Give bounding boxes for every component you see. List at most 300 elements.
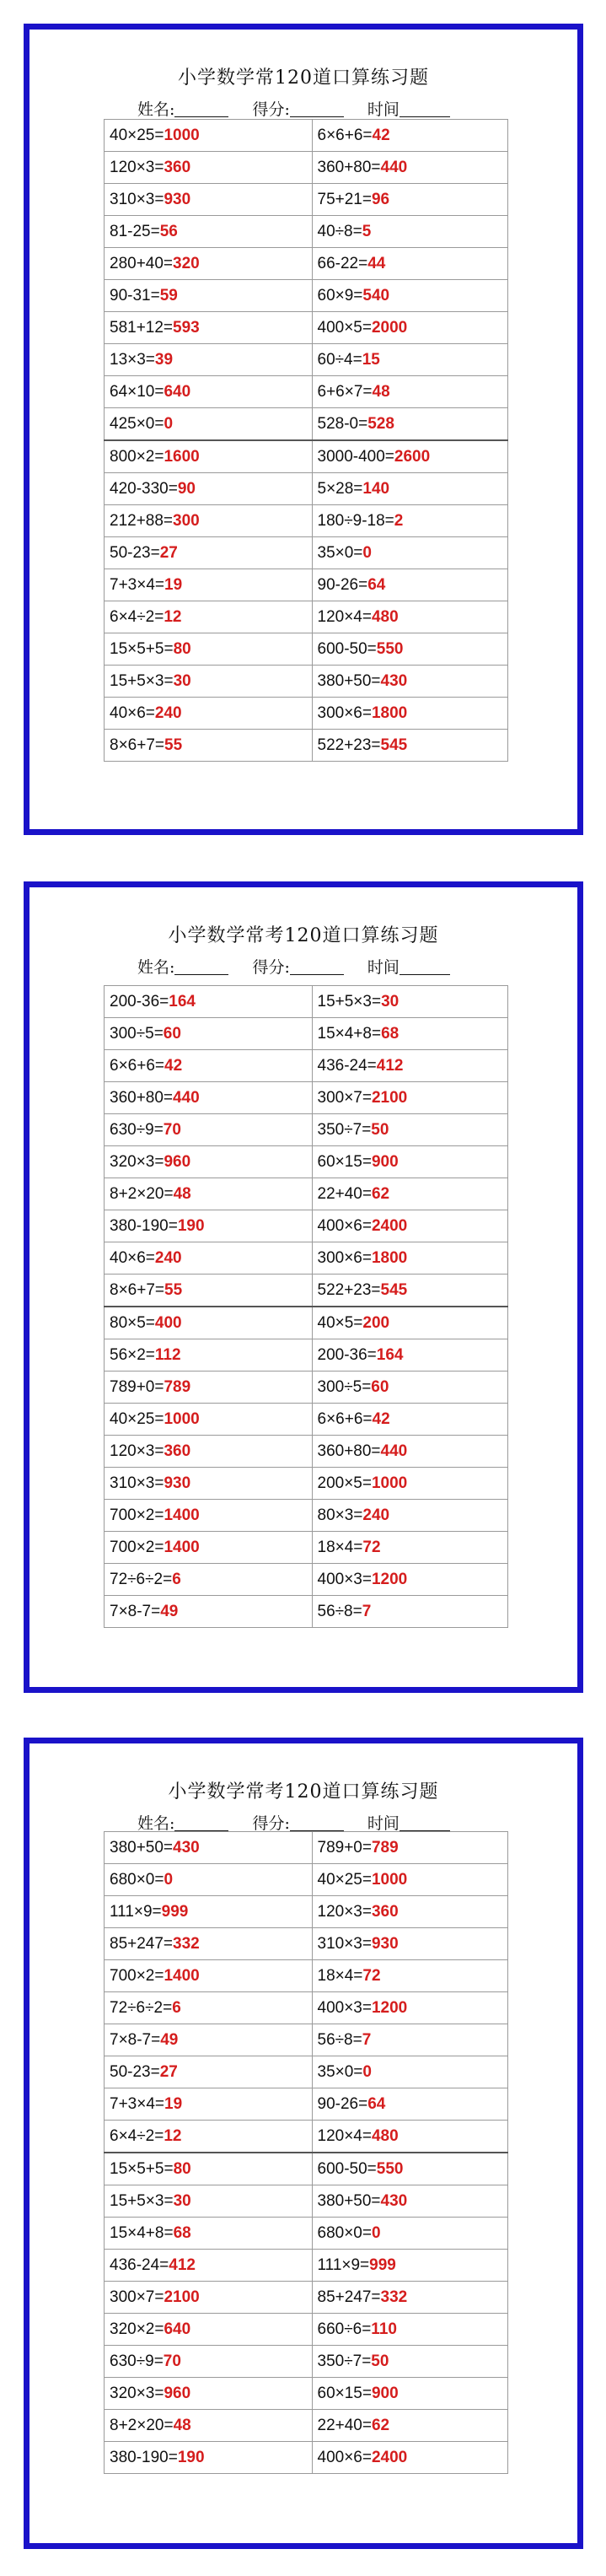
problem-answer: 240 <box>154 703 182 722</box>
problem-cell <box>105 1146 313 1178</box>
problem-cell <box>312 1018 508 1050</box>
problem-answer: 62 <box>371 1184 390 1203</box>
problem-answer: 300 <box>173 511 200 530</box>
problem-answer: 430 <box>173 1838 200 1857</box>
problem-row <box>105 2314 508 2346</box>
problem-cell <box>312 2314 508 2346</box>
problem-cell <box>105 1532 313 1564</box>
problem-answer: 49 <box>160 2030 179 2049</box>
problem-cell <box>105 408 313 441</box>
problem-cell <box>105 280 313 312</box>
problem-cell <box>105 601 313 633</box>
problem-cell <box>312 2378 508 2410</box>
problem-cell <box>105 1018 313 1050</box>
problem-row <box>105 2218 508 2250</box>
problem-answer: 200 <box>362 1313 390 1332</box>
problem-cell <box>105 120 313 152</box>
problem-cell <box>312 1372 508 1404</box>
problem-answer: 80 <box>173 2159 191 2178</box>
problem-answer: 90 <box>177 479 196 498</box>
problem-cell <box>312 312 508 344</box>
problem-row <box>105 1596 508 1628</box>
problem-row <box>105 1114 508 1146</box>
problem-cell <box>105 1960 313 1992</box>
problem-question: 630÷9= <box>110 1120 164 1139</box>
problem-cell <box>312 1960 508 1992</box>
problem-cell <box>312 216 508 248</box>
worksheet-3 <box>24 1738 583 2549</box>
problem-cell <box>105 698 313 730</box>
problem-cell <box>312 1864 508 1896</box>
time-label: 时间 <box>367 1814 400 1833</box>
problem-cell <box>312 537 508 569</box>
problem-row <box>105 1050 508 1082</box>
problem-question: 22+40= <box>317 1184 372 1203</box>
problem-question: 320×2= <box>110 2320 164 2338</box>
time-blank[interactable] <box>400 1815 450 1831</box>
problem-cell <box>312 1242 508 1275</box>
problem-answer: 19 <box>164 575 183 594</box>
problem-cell <box>105 248 313 280</box>
problem-cell <box>105 1242 313 1275</box>
score-label: 得分: <box>252 100 290 119</box>
problem-cell <box>312 344 508 376</box>
problem-cell <box>312 1832 508 1864</box>
problem-answer: 15 <box>362 350 380 369</box>
problem-answer: 930 <box>164 190 191 208</box>
problem-answer: 2600 <box>394 447 431 466</box>
problem-answer: 56 <box>159 222 178 240</box>
problem-answer: 64 <box>367 2094 386 2113</box>
problem-answer: 2 <box>394 511 404 530</box>
problem-cell <box>312 2346 508 2378</box>
problem-answer: 48 <box>173 2416 191 2434</box>
problem-question: 400×5= <box>317 318 372 337</box>
problem-row <box>105 473 508 505</box>
problem-row <box>105 1928 508 1960</box>
problem-cell <box>312 2218 508 2250</box>
time-blank[interactable] <box>400 101 450 117</box>
problem-answer: 50 <box>371 1120 389 1139</box>
problem-cell <box>312 1532 508 1564</box>
problem-question: 400×3= <box>317 1998 372 2017</box>
problem-row <box>105 2282 508 2314</box>
problem-answer: 0 <box>371 2223 381 2242</box>
problem-answer: 360 <box>164 158 191 176</box>
problem-cell <box>312 1436 508 1468</box>
problem-question: 80×3= <box>317 1506 363 1524</box>
problem-cell <box>312 248 508 280</box>
problem-answer: 42 <box>372 1409 390 1428</box>
problem-row <box>105 986 508 1018</box>
problem-question: 111×9= <box>110 1902 162 1921</box>
problem-answer: 110 <box>371 2320 397 2338</box>
problem-question: 360+80= <box>317 1442 381 1460</box>
problem-answer: 1200 <box>371 1998 408 2017</box>
problem-question: 56×2= <box>110 1345 155 1364</box>
problem-question: 380-190= <box>110 2448 178 2466</box>
problem-answer: 0 <box>362 543 372 562</box>
problem-cell <box>312 698 508 730</box>
problem-question: 425×0= <box>110 414 164 433</box>
problem-row <box>105 1532 508 1564</box>
problem-question: 18×4= <box>317 1966 363 1985</box>
problem-cell <box>105 2250 313 2282</box>
problem-cell <box>105 2121 313 2153</box>
problem-cell <box>105 152 313 184</box>
problem-cell <box>105 730 313 762</box>
problem-question: 360+80= <box>110 1088 174 1107</box>
problem-question: 13×3= <box>110 350 155 369</box>
problem-cell <box>312 440 508 473</box>
problem-question: 111×9= <box>317 2255 370 2274</box>
problem-cell <box>312 1928 508 1960</box>
problem-cell <box>312 2153 508 2185</box>
problem-row <box>105 1832 508 1864</box>
problem-answer: 430 <box>380 671 408 690</box>
problem-row <box>105 216 508 248</box>
problem-question: 7×8-7= <box>110 2030 161 2049</box>
problem-cell <box>312 1210 508 1242</box>
problem-row <box>105 1242 508 1275</box>
problem-question: 64×10= <box>110 382 164 401</box>
problem-cell <box>105 2088 313 2121</box>
problem-question: 40×25= <box>317 1870 372 1889</box>
problem-question: 8×6+7= <box>110 1280 164 1299</box>
problem-cell <box>105 2378 313 2410</box>
problem-cell <box>312 2121 508 2153</box>
problem-answer: 2400 <box>371 1216 408 1235</box>
problem-grid <box>104 985 508 1628</box>
problem-cell <box>312 1992 508 2024</box>
problem-question: 522+23= <box>317 736 381 754</box>
problem-question: 120×4= <box>317 607 372 626</box>
problem-question: 300×7= <box>317 1088 372 1107</box>
problem-question: 320×3= <box>110 2384 164 2402</box>
problem-cell <box>312 1146 508 1178</box>
problem-row <box>105 120 508 152</box>
problem-cell <box>105 2442 313 2474</box>
problem-question: 300×6= <box>317 703 372 722</box>
problem-question: 8+2×20= <box>110 2416 174 2434</box>
problem-answer: 360 <box>164 1442 191 1460</box>
problem-answer: 7 <box>362 2030 372 2049</box>
problem-question: 660÷6= <box>317 2320 372 2338</box>
problem-answer: 1600 <box>164 447 200 466</box>
problem-question: 7×8-7= <box>110 1602 161 1620</box>
problem-question: 15×4+8= <box>317 1024 382 1043</box>
problem-question: 700×2= <box>110 1506 164 1524</box>
problem-answer: 42 <box>372 126 390 144</box>
problem-row <box>105 1960 508 1992</box>
problem-question: 700×2= <box>110 1538 164 1556</box>
problem-question: 7+3×4= <box>110 2094 164 2113</box>
problem-answer: 540 <box>362 286 390 304</box>
problem-question: 300÷5= <box>110 1024 164 1043</box>
problem-cell <box>105 1596 313 1628</box>
student-info-line <box>137 97 450 120</box>
problem-question: 200-36= <box>317 1345 377 1364</box>
problem-question: 3000-400= <box>317 447 394 466</box>
problem-answer: 27 <box>159 543 178 562</box>
problem-answer: 789 <box>371 1838 399 1857</box>
problem-answer: 55 <box>164 736 183 754</box>
problem-answer: 440 <box>173 1088 200 1107</box>
problem-answer: 360 <box>371 1902 399 1921</box>
problem-cell <box>312 2250 508 2282</box>
problem-cell <box>105 505 313 537</box>
problem-question: 6×6+6= <box>317 1409 373 1428</box>
problem-cell <box>312 666 508 698</box>
problem-question: 6×6+6= <box>317 126 373 144</box>
score-blank[interactable] <box>290 101 344 117</box>
problem-row <box>105 1210 508 1242</box>
problem-question: 120×3= <box>110 158 164 176</box>
problem-answer: 1800 <box>371 703 408 722</box>
problem-answer: 930 <box>371 1934 399 1953</box>
problem-row <box>105 1275 508 1307</box>
problem-cell <box>105 440 313 473</box>
problem-answer: 900 <box>371 1152 399 1171</box>
problem-question: 380-190= <box>110 1216 178 1235</box>
problem-answer: 60 <box>371 1377 389 1396</box>
problem-cell <box>312 1050 508 1082</box>
problem-answer: 400 <box>154 1313 182 1332</box>
student-info-line <box>137 1811 450 1834</box>
problem-question: 400×6= <box>317 2448 372 2466</box>
problem-answer: 640 <box>164 2320 191 2338</box>
problem-question: 6×6+6= <box>110 1056 164 1075</box>
problem-cell <box>105 1468 313 1500</box>
worksheet-title: 小学数学常考120道口算练习题 <box>168 1781 439 1803</box>
problem-row <box>105 2153 508 2185</box>
problem-cell <box>312 1114 508 1146</box>
problem-question: 420-330= <box>110 479 178 498</box>
problem-answer: 164 <box>169 992 196 1010</box>
problem-question: 15+5×3= <box>317 992 382 1010</box>
problem-answer: 528 <box>367 414 394 433</box>
problem-answer: 440 <box>380 1442 408 1460</box>
problem-row <box>105 2378 508 2410</box>
problem-question: 200×5= <box>317 1474 372 1492</box>
problem-cell <box>312 601 508 633</box>
problem-cell <box>105 2282 313 2314</box>
problem-question: 90-31= <box>110 286 160 304</box>
problem-answer: 1000 <box>164 126 200 144</box>
problem-cell <box>312 2410 508 2442</box>
problem-question: 528-0= <box>317 414 368 433</box>
problem-question: 789+0= <box>317 1838 372 1857</box>
problem-question: 120×3= <box>317 1902 372 1921</box>
problem-question: 350÷7= <box>317 1120 372 1139</box>
problem-cell <box>105 986 313 1018</box>
problem-question: 15+5×3= <box>110 671 174 690</box>
problem-answer: 70 <box>163 1120 181 1139</box>
problem-answer: 789 <box>164 1377 191 1396</box>
score-label: 得分: <box>252 958 290 977</box>
problem-row <box>105 601 508 633</box>
problem-question: 8×6+7= <box>110 736 164 754</box>
problem-row <box>105 2346 508 2378</box>
problem-cell <box>312 1275 508 1307</box>
problem-cell <box>312 986 508 1018</box>
problem-answer: 6 <box>172 1570 181 1588</box>
problem-cell <box>312 1468 508 1500</box>
problem-row <box>105 312 508 344</box>
problem-question: 60×15= <box>317 2384 372 2402</box>
problem-cell <box>105 1082 313 1114</box>
name-blank[interactable] <box>174 1815 228 1831</box>
problem-answer: 68 <box>381 1024 400 1043</box>
problem-cell <box>312 473 508 505</box>
problem-question: 35×0= <box>317 543 363 562</box>
problem-answer: 593 <box>173 318 200 337</box>
problem-question: 35×0= <box>317 2062 363 2081</box>
problem-question: 522+23= <box>317 1280 381 1299</box>
problem-question: 180÷9-18= <box>317 511 394 530</box>
problem-question: 436-24= <box>110 2255 169 2274</box>
problem-cell <box>105 1275 313 1307</box>
problem-question: 40×25= <box>110 126 164 144</box>
problem-question: 7+3×4= <box>110 575 164 594</box>
problem-question: 400×3= <box>317 1570 372 1588</box>
problem-answer: 49 <box>160 1602 179 1620</box>
problem-cell <box>312 408 508 441</box>
problem-answer: 68 <box>173 2223 191 2242</box>
problem-question: 60×15= <box>317 1152 372 1171</box>
problem-question: 800×2= <box>110 447 164 466</box>
problem-row <box>105 1339 508 1372</box>
problem-question: 56÷8= <box>317 1602 362 1620</box>
problem-row <box>105 1864 508 1896</box>
problem-answer: 80 <box>173 639 191 658</box>
problem-cell <box>105 1210 313 1242</box>
problem-question: 60÷4= <box>317 350 362 369</box>
problem-row <box>105 1896 508 1928</box>
problem-answer: 190 <box>177 1216 205 1235</box>
problem-question: 436-24= <box>317 1056 377 1075</box>
problem-cell <box>312 2442 508 2474</box>
problem-answer: 440 <box>380 158 408 176</box>
problem-row <box>105 376 508 408</box>
problem-answer: 42 <box>164 1056 183 1075</box>
problem-row <box>105 1404 508 1436</box>
problem-cell <box>105 216 313 248</box>
name-blank[interactable] <box>174 101 228 117</box>
time-label: 时间 <box>367 100 400 119</box>
problem-question: 280+40= <box>110 254 174 272</box>
problem-answer: 960 <box>164 2384 191 2402</box>
score-blank[interactable] <box>290 959 344 975</box>
score-label: 得分: <box>252 1814 290 1833</box>
problem-row <box>105 1992 508 2024</box>
name-blank[interactable] <box>174 959 228 975</box>
problem-row <box>105 1372 508 1404</box>
problem-question: 300×7= <box>110 2288 164 2306</box>
problem-grid <box>104 119 508 762</box>
problem-answer: 1000 <box>164 1409 200 1428</box>
problem-question: 360+80= <box>317 158 381 176</box>
problem-answer: 999 <box>161 1902 189 1921</box>
problem-question: 380+50= <box>317 2191 381 2210</box>
name-label: 姓名: <box>137 958 175 977</box>
time-blank[interactable] <box>400 959 450 975</box>
problem-answer: 900 <box>371 2384 399 2402</box>
problem-question: 40×6= <box>110 1248 155 1267</box>
problem-cell <box>312 184 508 216</box>
problem-cell <box>105 376 313 408</box>
problem-cell <box>312 2024 508 2056</box>
problem-question: 40×5= <box>317 1313 363 1332</box>
problem-question: 700×2= <box>110 1966 164 1985</box>
problem-cell <box>105 1436 313 1468</box>
problem-answer: 332 <box>380 2288 408 2306</box>
problem-cell <box>312 1339 508 1372</box>
problem-answer: 240 <box>362 1506 390 1524</box>
problem-question: 15×5+5= <box>110 2159 174 2178</box>
problem-answer: 30 <box>381 992 400 1010</box>
problem-question: 600-50= <box>317 639 377 658</box>
problem-question: 212+88= <box>110 511 174 530</box>
problem-answer: 412 <box>376 1056 404 1075</box>
problem-answer: 62 <box>371 2416 390 2434</box>
problem-row <box>105 344 508 376</box>
problem-answer: 1400 <box>164 1538 200 1556</box>
problem-cell <box>312 1500 508 1532</box>
problem-cell <box>105 1992 313 2024</box>
score-blank[interactable] <box>290 1815 344 1831</box>
problem-cell <box>105 1928 313 1960</box>
problem-cell <box>105 1307 313 1339</box>
name-label: 姓名: <box>137 100 175 119</box>
problem-row <box>105 2121 508 2153</box>
problem-answer: 1800 <box>371 1248 408 1267</box>
problem-question: 85+247= <box>110 1934 174 1953</box>
problem-answer: 5 <box>362 222 372 240</box>
problem-answer: 640 <box>164 382 191 401</box>
problem-question: 300×6= <box>317 1248 372 1267</box>
problem-answer: 1400 <box>164 1506 200 1524</box>
problem-question: 22+40= <box>317 2416 372 2434</box>
problem-question: 6×4÷2= <box>110 607 164 626</box>
problem-answer: 960 <box>164 1152 191 1171</box>
problem-answer: 140 <box>362 479 390 498</box>
problem-row <box>105 2442 508 2474</box>
problem-row <box>105 2250 508 2282</box>
problem-answer: 12 <box>164 607 182 626</box>
problem-cell <box>105 1864 313 1896</box>
problem-cell <box>105 1832 313 1864</box>
problem-question: 310×3= <box>110 190 164 208</box>
worksheet-2 <box>24 881 583 1693</box>
problem-answer: 72 <box>362 1538 381 1556</box>
problem-cell <box>105 312 313 344</box>
problem-cell <box>105 344 313 376</box>
problem-cell <box>312 1564 508 1596</box>
problem-question: 40×6= <box>110 703 155 722</box>
problem-row <box>105 440 508 473</box>
problem-question: 85+247= <box>317 2288 381 2306</box>
problem-answer: 72 <box>362 1966 381 1985</box>
problem-answer: 480 <box>371 2126 399 2145</box>
student-info-line <box>137 955 450 978</box>
problem-question: 15×5+5= <box>110 639 174 658</box>
problem-answer: 44 <box>367 254 386 272</box>
problem-question: 350÷7= <box>317 2352 372 2370</box>
problem-answer: 48 <box>372 382 390 401</box>
problem-row <box>105 505 508 537</box>
problem-answer: 480 <box>371 607 399 626</box>
